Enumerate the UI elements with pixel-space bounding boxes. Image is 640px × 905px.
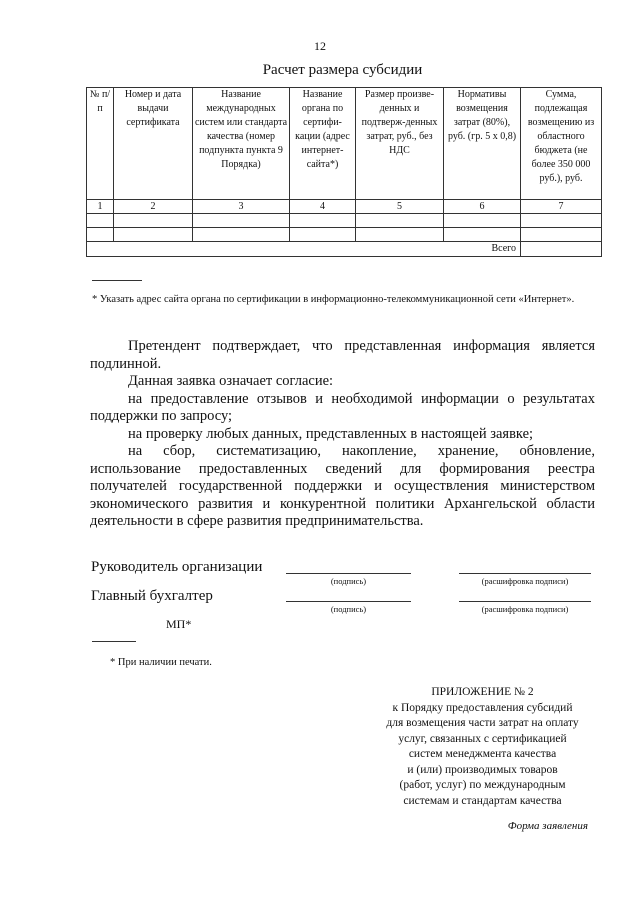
table-cell	[290, 214, 356, 228]
signature-caption: (подпись)	[330, 604, 367, 614]
paragraph: на проверку любых данных, представленных в настоящей заявке;	[128, 425, 534, 442]
column-number: 3	[193, 200, 290, 214]
page-number: 12	[314, 39, 326, 53]
form-label: Форма заявления	[507, 820, 588, 832]
appendix-line: системам и стандартам качества	[403, 794, 562, 807]
signature-label-accountant: Главный бухгалтер	[91, 588, 213, 604]
table-cell	[444, 214, 521, 228]
signature-line	[286, 573, 411, 574]
column-number: 5	[356, 200, 444, 214]
footnote-seal: * При наличии печати.	[110, 657, 212, 668]
column-number: 4	[290, 200, 356, 214]
appendix-line: к Порядку предоставления субсидий	[392, 701, 573, 714]
appendix-title: ПРИЛОЖЕНИЕ № 2	[431, 686, 534, 698]
total-row	[87, 242, 602, 257]
table-cell	[290, 228, 356, 242]
signature-caption: (подпись)	[330, 576, 367, 586]
decode-line	[459, 573, 591, 574]
decode-line	[459, 601, 591, 602]
appendix-line: систем менеджмента качества	[408, 748, 557, 760]
appendix-line: услуг, связанных с сертификацией	[398, 732, 567, 745]
paragraph: Данная заявка означает согласие:	[128, 373, 334, 389]
total-label: Всего	[87, 242, 521, 257]
decode-caption: (расшифровка подписи)	[481, 576, 569, 586]
subsidy-table	[86, 87, 602, 257]
appendix-line: (работ, услуг) по международным	[399, 779, 566, 791]
header-cell: Номер и дата выдачи сертификата	[114, 88, 193, 200]
table-cell	[114, 214, 193, 228]
table-cell	[193, 228, 290, 242]
footnote-rule	[92, 280, 142, 281]
appendix-line: для возмещения части затрат на оплату	[386, 717, 579, 729]
seal-place-label: МП*	[166, 617, 192, 631]
table-row	[87, 228, 602, 242]
column-number: 7	[521, 200, 602, 214]
total-value-cell	[521, 242, 602, 257]
table-cell	[356, 228, 444, 242]
paragraph: на предоставление отзывов и необходимой информации о результатах поддержки по запросу;	[90, 390, 595, 424]
decode-caption: (расшифровка подписи)	[481, 604, 569, 614]
header-cell: № п/п	[87, 88, 114, 200]
appendix-block	[360, 685, 605, 809]
page-title: Расчет размера субсидии	[262, 62, 423, 78]
header-cell: Нормативы возмещения затрат (80%), руб. (гр. 5 х 0,8)	[444, 88, 521, 200]
header-cell: Сумма, подлежащая возмещению из областного бюджета (не более 350 000 руб.), руб.	[521, 88, 602, 200]
column-number: 6	[444, 200, 521, 214]
column-number-row	[87, 200, 602, 214]
table-cell	[114, 228, 193, 242]
signature-label-head: Руководитель организации	[91, 559, 263, 575]
header-cell: Размер произве-денных и подтверж-денных затрат, руб., без НДС	[356, 88, 444, 200]
table-cell	[87, 228, 114, 242]
signature-line	[286, 601, 411, 602]
footnote-site: * Указать адрес сайта органа по сертификации в информационно-телекоммуникационной сети «Интернет».	[92, 294, 575, 305]
column-number: 1	[87, 200, 114, 214]
table-cell	[444, 228, 521, 242]
appendix-line: и (или) производимых товаров	[407, 763, 558, 776]
table-cell	[193, 214, 290, 228]
table-cell	[521, 228, 602, 242]
paragraph: Претендент подтверждает, что представленная информация является подлинной.	[90, 338, 595, 372]
footnote-rule	[92, 641, 136, 642]
table-cell	[356, 214, 444, 228]
header-cell: Название органа по сертифи-кации (адрес интернет-сайта*)	[290, 88, 356, 200]
declaration-text	[90, 338, 595, 531]
table-cell	[521, 214, 602, 228]
column-number: 2	[114, 200, 193, 214]
table-row	[87, 214, 602, 228]
paragraph: на сбор, систематизацию, накопление, хранение, обновление, использование предоставленных сведений для формирования реестра получателей государственной поддержки и осуществления министерством экономического развития и конкурентной политики Архангельской области деятельности в сфере развития предпринимательства.	[90, 443, 595, 529]
table-cell	[87, 214, 114, 228]
header-cell: Название международных систем или стандарта качества (номер подпункта пункта 9 Порядка)	[193, 88, 290, 200]
